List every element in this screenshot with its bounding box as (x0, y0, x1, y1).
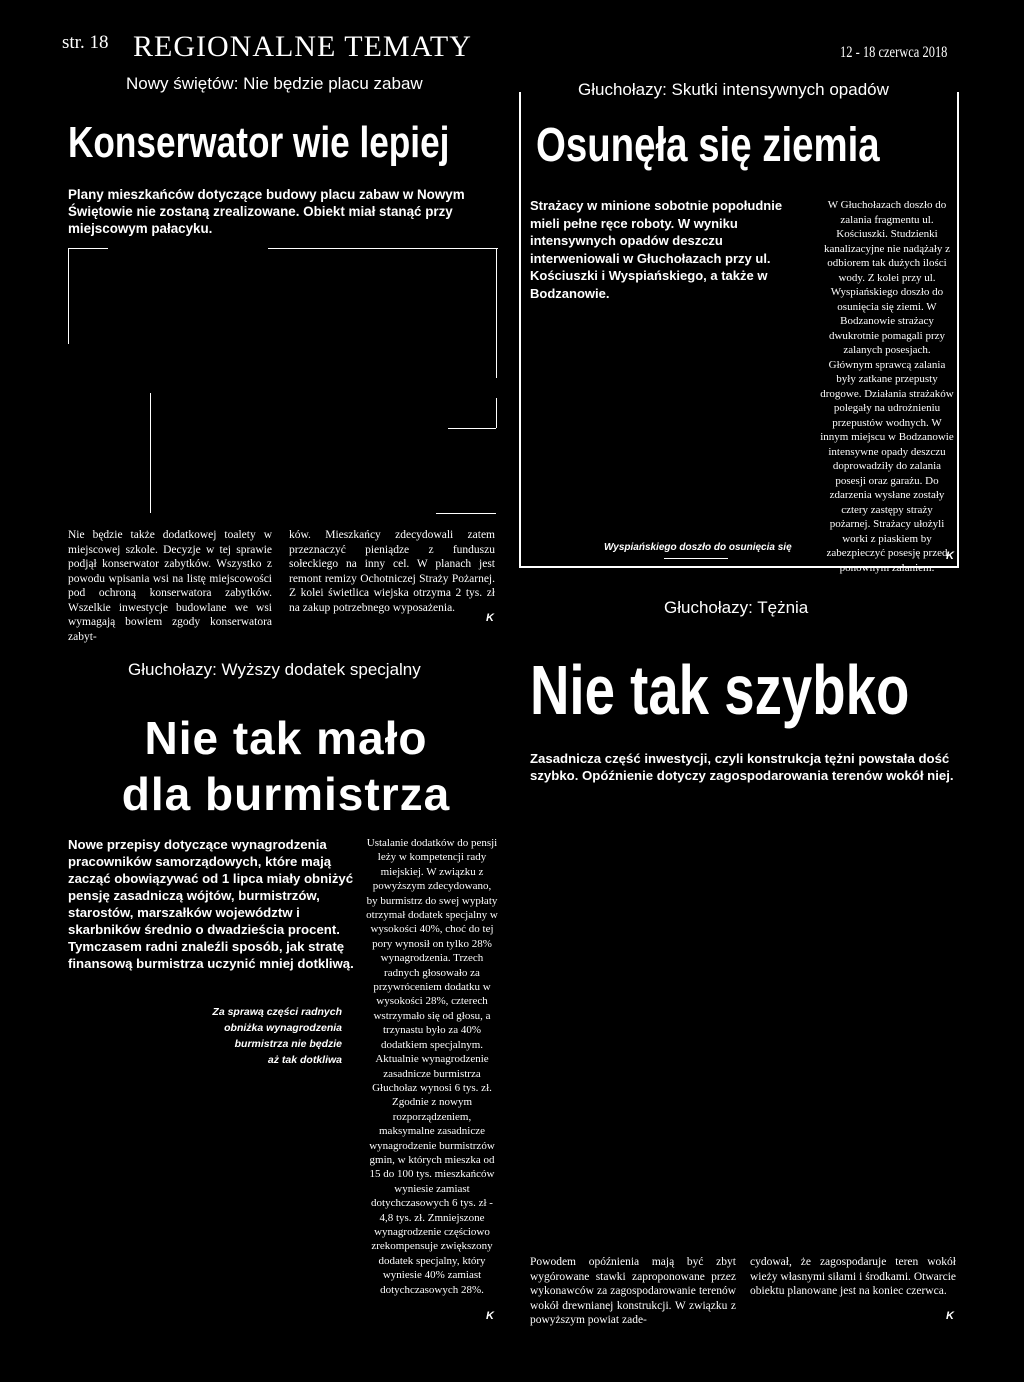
article1-title: Konserwator wie lepiej (68, 118, 450, 167)
caption-line: obniżka wynagrodzenia (224, 1022, 342, 1034)
box-border-right (957, 92, 959, 568)
issue-date: 12 - 18 czerwca 2018 (840, 44, 948, 61)
box-border-left (519, 92, 521, 568)
article2-lead: Strażacy w minione sobotnie popołudnie mieli pełne ręce roboty. W wyniku intensywnych opadów deszczu interweniowali w Głuchołazach przy ul. Kościuszki i Wyspiańskiego, a także w Bodzanowie. (530, 198, 783, 301)
photo-frame-line (496, 398, 497, 428)
article1-signature: K (486, 612, 494, 624)
article4-column2: cydował, że zagospodaruje teren wokół wieży własnymi siłami i środkami. Otwarcie obiektu planowane jest na koniec czerwca. (750, 1256, 956, 1297)
article2-photo-caption: Wyspiańskiego doszło do osunięcia się (604, 542, 792, 553)
photo-frame-line (68, 248, 108, 249)
photo-frame-line (448, 428, 496, 429)
article4-title: Nie tak szybko (530, 651, 910, 729)
section-title: REGIONALNE TEMATY (133, 30, 472, 63)
article1-kicker: Nowy świętów: Nie będzie placu zabaw (126, 74, 423, 93)
article3-title (68, 710, 504, 822)
article3-title-line1: Nie tak mało (144, 712, 428, 764)
article3-kicker: Głuchołazy: Wyższy dodatek specjalny (128, 660, 421, 679)
article2-kicker: Głuchołazy: Skutki intensywnych opadów (578, 80, 889, 99)
article3-signature: K (486, 1310, 494, 1322)
caption-line: aż tak dotkliwa (267, 1054, 342, 1066)
photo-frame-line (496, 248, 497, 378)
article2-signature: K (946, 550, 954, 562)
article3-title-line2: dla burmistrza (121, 768, 451, 820)
article3-body: Ustalanie dodatków do pensji leży w kompetencji rady miejskiej. W związku z powyższym zdecydowano, by burmistrz do swej wypłaty otrzymał dodatek specjalny w wysokości 40%, choć do tej pory wynosił on tylko 28% wynagrodzenia. Trzech radnych głosowało za przywróceniem dodatku w wysokości 28%, czterech wstrzymało się od głosu, a trzynastu było za 40% dodatkiem specjalnym. Aktualnie wynagrodzenie zasadnicze burmistrza Głuchołaz wynosi 6 tys. zł. Zgodnie z nowym rozporządzeniem, maksymalne zasadnicze wynagrodzenie burmistrzów gmin, w których mieszka od 15 do 100 tys. mieszkańców wyniesie zamiast dotychczasowych 6 tys. zł - 4,8 tys. zł. Zmniejszone wynagrodzenie częściowo zrekompensuje zwiększony dodatek specjalny, który wyniesie 40% zamiast dotychczasowych 28%. (366, 837, 498, 1296)
article1-lead: Plany mieszkańców dotyczące budowy placu zabaw w Nowym Świętowie nie zostaną zrealizowane. Obiekt miał stanąć przy miejscowym pałacyku. (68, 187, 465, 236)
photo-frame-line (268, 248, 498, 249)
article4-signature: K (946, 1310, 954, 1322)
article4-column1: Powodem opóźnienia mają być zbyt wygórowane stawki zaproponowane przez wykonawców za zagospodarowanie terenów wokół drewnianej konstrukcji. W związku z powyższym powiat zade- (530, 1256, 736, 1326)
article2-body: W Głuchołazach doszło do zalania fragmentu ul. Kościuszki. Studzienki kanalizacyjne nie nadążały z odbiorem tak dużych ilości wody. Z kolei przy ul. Wyspiańskiego doszło do osunięcia się ziemi. W Bodzanowie strażacy dwukrotnie pomagali przy zalanych posesjach. Głównym sprawcą zalania były zatkane przepusty drogowe. Działania strażaków polegały na udrożnieniu przepustów wodnych. W innym miejscu w Bodzanowie intensywne opady deszczu doprowadziły do zalania posesji oraz garażu. Do zdarzenia wysłane zostały cztery zastępy straży pożarnej. Strażacy ułożyli worki z piaskiem by zabezpieczyć posesję przed ponownym zalaniem. (820, 199, 954, 574)
caption-rule (664, 558, 728, 559)
article1-column1: Nie będzie także dodatkowej toalety w miejscowej szkole. Decyzje w tej sprawie podjął konserwator zabytków. Wszystko z powodu wpisania wsi na listę miejscowości pod ochroną konserwatora zabytków. Wszelkie inwestycje budowlane we wsi wymagają bowiem zgody konserwatora zabyt- (68, 529, 272, 643)
page-number: str. 18 (62, 32, 109, 53)
article4-lead: Zasadnicza część inwestycji, czyli konstrukcja tężni powstała dość szybko. Opóźnienie dotyczy zagospodarowania terenów wokół niej. (530, 751, 954, 783)
article2-title: Osunęła się ziemia (536, 119, 880, 172)
caption-line: burmistrza nie będzie (234, 1038, 342, 1050)
photo-frame-line (436, 513, 496, 514)
article1-column2: ków. Mieszkańcy zdecydowali zatem przeznaczyć pieniądze z funduszu sołeckiego na inny cel. W planach jest remont remizy Ochotniczej Straży Pożarnej. Z kolei świetlica wiejska otrzyma 2 tys. zł na zakup potrzebnego wyposażenia. (289, 529, 495, 614)
photo-frame-line (150, 393, 151, 513)
article3-photo-caption (200, 1004, 342, 1068)
caption-line: Za sprawą części radnych (212, 1006, 342, 1018)
article4-kicker: Głuchołazy: Tężnia (664, 598, 809, 617)
article3-lead: Nowe przepisy dotyczące wynagrodzenia pracowników samorządowych, które mają zacząć obowiązywać od 1 lipca miały obniżyć pensję zasadniczą wójtów, burmistrzów, starostów, marszałków województw i skarbników średnio o dwadzieścia procent. Tymczasem radni znaleźli sposób, jak stratę finansową burmistrza uczynić mniej dotkliwą. (68, 837, 354, 971)
article1-photo (68, 248, 498, 518)
photo-frame-line (68, 248, 69, 344)
